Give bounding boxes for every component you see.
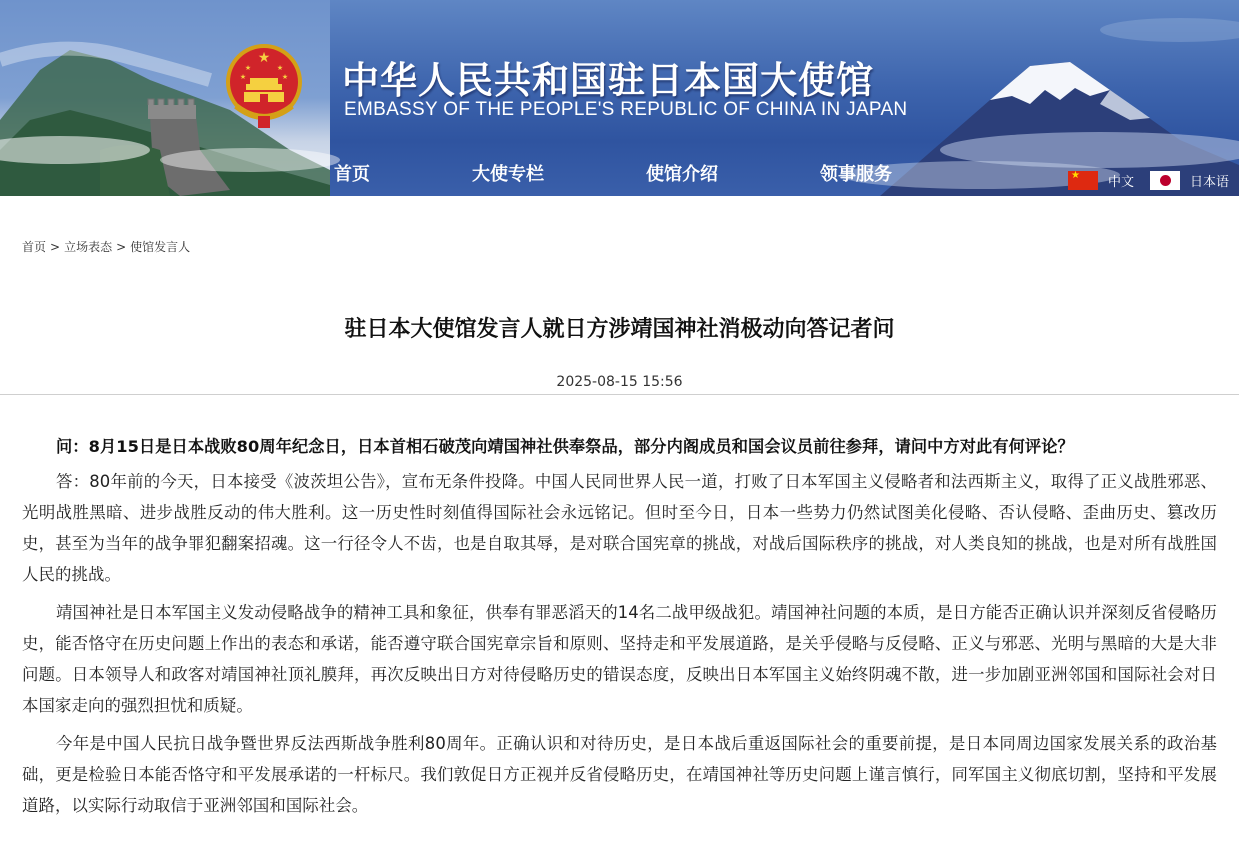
lang-japanese-label: 日本语 <box>1190 174 1230 190</box>
site-subtitle: EMBASSY OF THE PEOPLE'S REPUBLIC OF CHINA IN JAPAN <box>344 99 908 120</box>
nav-item-embassy-intro[interactable]: 使馆介绍 <box>646 164 718 185</box>
site-title: 中华人民共和国驻日本国大使馆 <box>342 59 874 102</box>
nav-item-ambassador-column[interactable]: 大使专栏 <box>472 164 544 185</box>
national-emblem-icon <box>222 40 306 130</box>
breadcrumb-separator: > <box>116 240 127 254</box>
breadcrumb-home[interactable]: 首页 <box>22 240 47 254</box>
title-divider <box>0 394 1239 395</box>
lang-switch-chinese[interactable] <box>1068 170 1134 190</box>
breadcrumb-separator: > <box>50 240 61 254</box>
svg-text:★: ★ <box>244 64 252 72</box>
japan-flag-icon <box>1150 171 1180 190</box>
lang-chinese-label: 中文 <box>1108 174 1135 190</box>
svg-text:★: ★ <box>257 50 271 66</box>
article-question: 问：8月15日是日本战败80周年纪念日，日本首相石破茂向靖国神社供奉祭品，部分内阁成员和国会议员前往参拜，请问中方对此有何评论？ <box>56 437 1074 456</box>
breadcrumb <box>22 238 190 255</box>
header-banner <box>0 0 1239 196</box>
nav-item-home[interactable]: 首页 <box>334 164 370 185</box>
svg-text:★: ★ <box>239 73 247 81</box>
article-paragraph: 靖国神社是日本军国主义发动侵略战争的精神工具和象征，供奉有罪恶滔天的14名二战甲级战犯。靖国神社问题的本质，是日方能否正确认识并深刻反省侵略历史，能否恪守在历史问题上作出的表态和承诺，能否遵守联合国宪章宗旨和原则、坚持走和平发展道路，是关乎侵略与反侵略、正义与邪恶、光明与黑暗的大是大非问题。日本领导人和政客对靖国神社顶礼膜拜，再次反映出日方对待侵略历史的错误态度，反映出日本军国主义始终阴魂不散，进一步加剧亚洲邻国和国际社会对日本国家走向的强烈担忧和质疑。 <box>22 603 1217 715</box>
article-paragraph: 今年是中国人民抗日战争暨世界反法西斯战争胜利80周年。正确认识和对待历史，是日本战后重返国际社会的重要前提，是日本同周边国家发展关系的政治基础，更是检验日本能否恪守和平发展承诺的一杆标尺。我们敦促日方正视并反省侵略历史，在靖国神社等历史问题上谨言慎行，同军国主义彻底切割，坚持和平发展道路，以实际行动取信于亚洲邻国和国际社会。 <box>22 734 1217 815</box>
breadcrumb-page[interactable]: 使馆发言人 <box>130 240 191 254</box>
svg-text:★: ★ <box>276 64 284 72</box>
svg-text:★: ★ <box>281 73 289 81</box>
nav-item-consular-services[interactable]: 领事服务 <box>820 164 892 185</box>
article-date: 2025-08-15 15:56 <box>556 374 683 390</box>
main-nav <box>0 160 1000 190</box>
article-paragraph: 答：80年前的今天，日本接受《波茨坦公告》，宣布无条件投降。中国人民同世界人民一道，打败了日本军国主义侵略者和法西斯主义，取得了正义战胜邪恶、光明战胜黑暗、进步战胜反动的伟大胜利。这一历史性时刻值得国际社会永远铭记。但时至今日，日本一些势力仍然试图美化侵略、否认侵略、歪曲历史、篡改历史，甚至为当年的战争罪犯翻案招魂。这一行径令人不齿，也是自取其辱，是对联合国宪章的挑战，对战后国际秩序的挑战，对人类良知的挑战，也是对所有战胜国人民的挑战。 <box>22 472 1217 584</box>
lang-switch-japanese[interactable] <box>1150 170 1229 190</box>
china-flag-icon <box>1068 171 1098 190</box>
article-body <box>22 431 1217 828</box>
article-title: 驻日本大使馆发言人就日方涉靖国神社消极动向答记者问 <box>344 317 895 342</box>
breadcrumb-section[interactable]: 立场表态 <box>64 240 113 254</box>
